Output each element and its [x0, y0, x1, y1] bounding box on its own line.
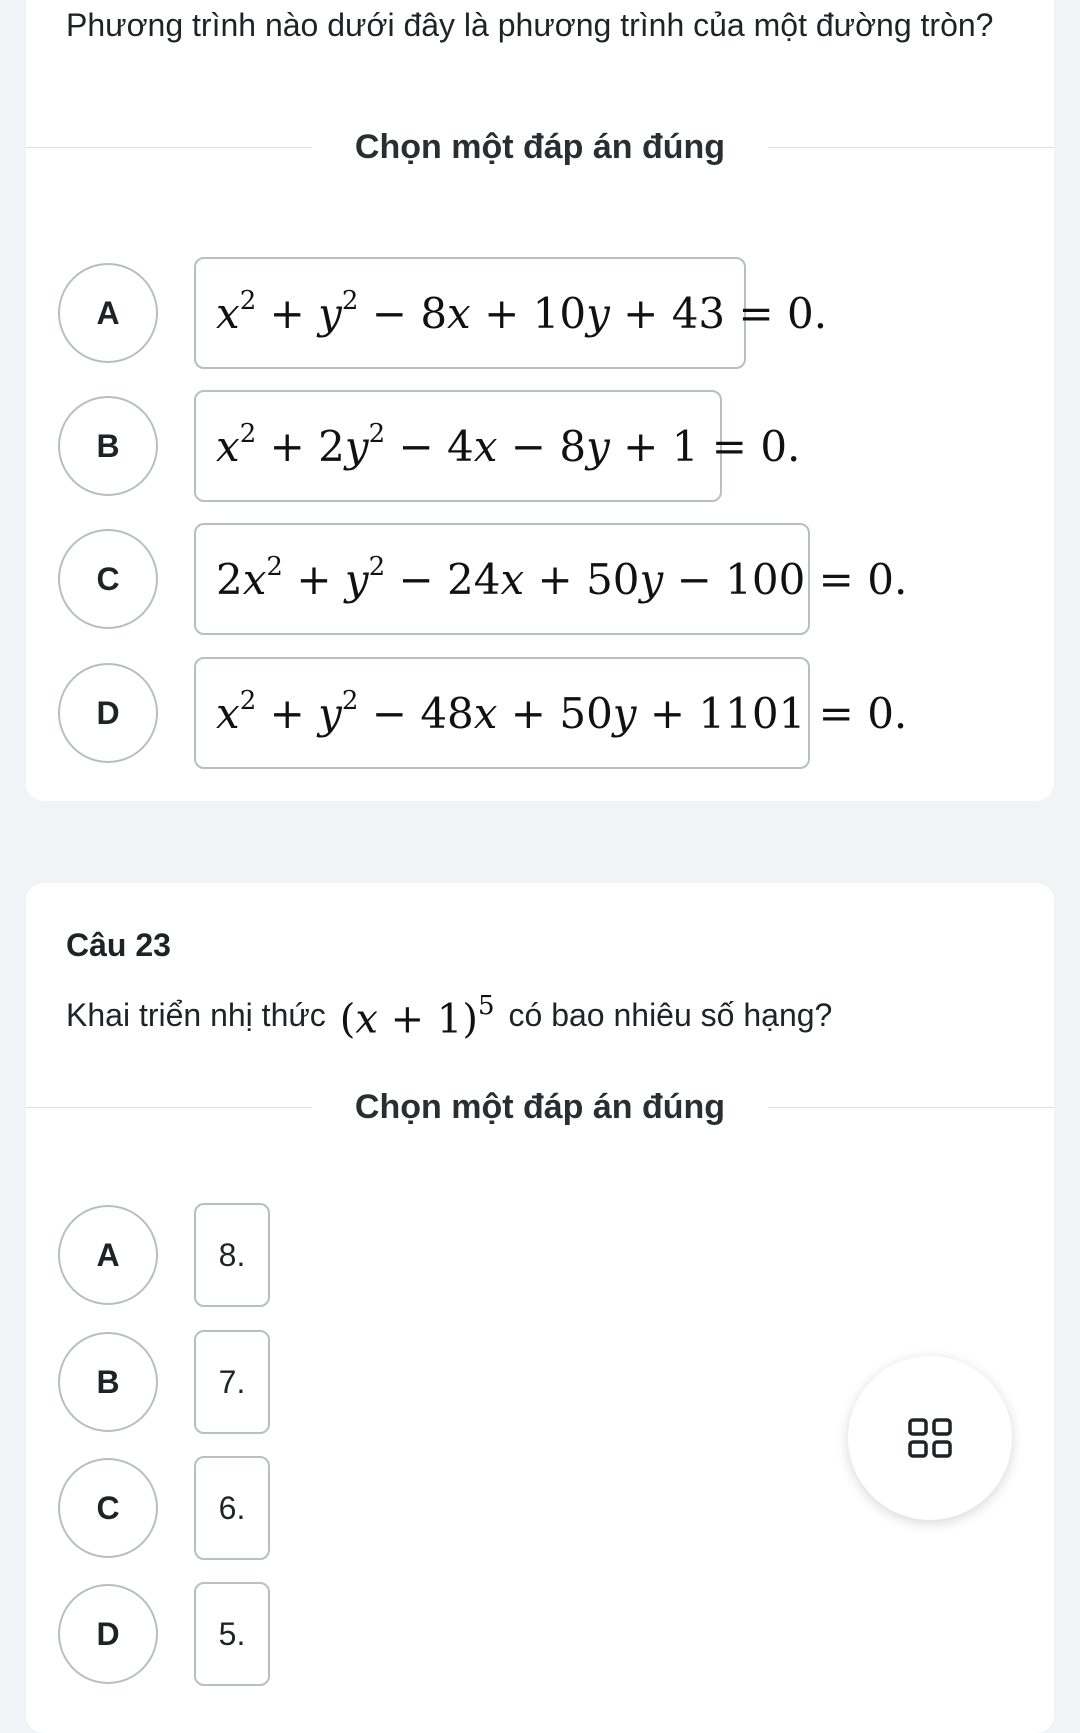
grid-icon [908, 1418, 952, 1458]
option-letter[interactable]: C [58, 529, 158, 629]
option-answer-box[interactable] [194, 390, 801, 502]
option-letter[interactable]: B [58, 1332, 158, 1432]
option-text: 7. [218, 1363, 246, 1400]
option-letter[interactable]: A [58, 263, 158, 363]
option-expression: $x^2 + 2y^2 - 4x - 8y + 1 = 0$. [216, 418, 801, 471]
question-text-after: có bao nhiêu số hạng? [508, 996, 833, 1033]
option-letter[interactable]: D [58, 663, 158, 763]
option-letter[interactable]: D [58, 1584, 158, 1684]
question-card-23 [26, 883, 1054, 1733]
option-letter[interactable]: A [58, 1205, 158, 1305]
question-text: Phương trình nào dưới đây là phương trình của một đường tròn? [66, 7, 994, 43]
option-letter[interactable]: C [58, 1458, 158, 1558]
option-text: 6. [218, 1489, 246, 1526]
option-text: 5. [218, 1615, 246, 1652]
section-divider [26, 1085, 1054, 1129]
question-expression: $(x + 1)^5$ [339, 991, 495, 1043]
option-answer-box[interactable] [194, 1203, 270, 1307]
choose-one-label: Chọn một đáp án đúng [354, 1088, 726, 1126]
option-answer-box[interactable] [194, 523, 908, 635]
option-answer-box[interactable] [194, 1582, 270, 1686]
option-text: 8. [218, 1236, 246, 1273]
choose-one-label: Chọn một đáp án đúng [354, 128, 726, 166]
option-answer-box[interactable] [194, 657, 908, 769]
question-grid-button[interactable] [848, 1356, 1012, 1520]
option-answer-box[interactable] [194, 1330, 270, 1434]
question-card-22 [26, 0, 1054, 801]
option-letter[interactable]: B [58, 396, 158, 496]
option-expression: $x^2 + y^2 - 8x + 10y + 43 = 0$. [216, 285, 828, 338]
question-title: Câu 23 [66, 927, 171, 963]
question-text [66, 981, 1014, 1048]
section-divider [26, 125, 1054, 169]
option-expression: $2x^2 + y^2 - 24x + 50y - 100 = 0$. [216, 551, 908, 604]
option-expression: $x^2 + y^2 - 48x + 50y + 1101 = 0$. [216, 685, 908, 738]
option-answer-box[interactable] [194, 257, 828, 369]
question-text-before: Khai triển nhị thức [66, 996, 326, 1033]
option-answer-box[interactable] [194, 1456, 270, 1560]
